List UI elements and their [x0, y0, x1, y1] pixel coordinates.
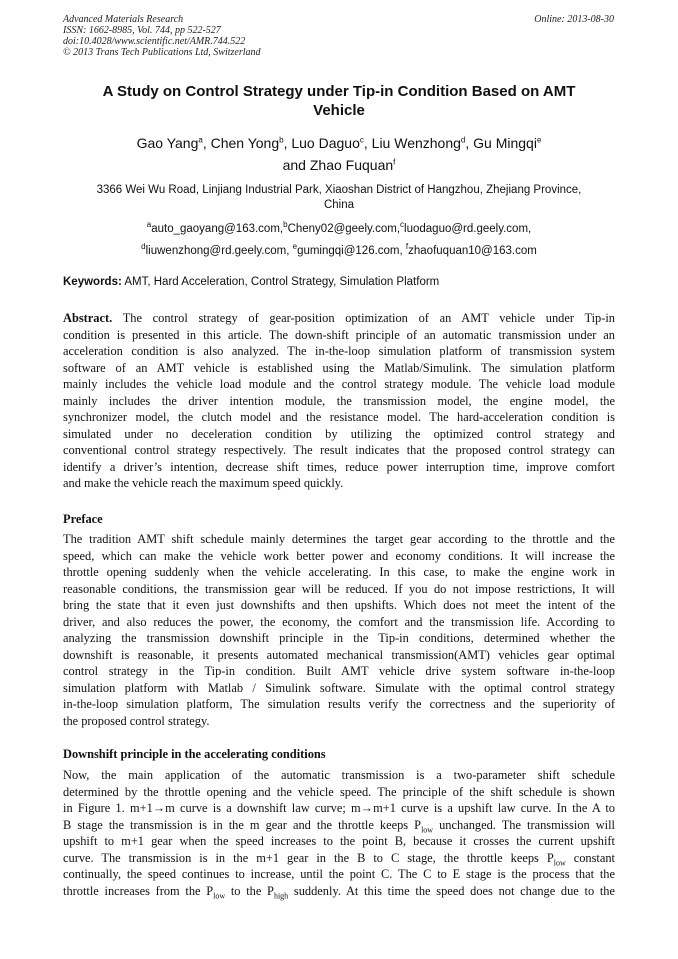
keywords-label: Keywords: — [63, 276, 122, 288]
copyright: © 2013 Trans Tech Publications Ltd, Switzerland — [63, 47, 261, 58]
keywords-text: AMT, Hard Acceleration, Control Strategy, Simulation Platform — [124, 276, 440, 288]
abstract-line: condition is presented in this article. The down-shift principle of an automatic transmission under an — [63, 327, 615, 342]
abstract-line: identify a driver’s intention, decrease shift times, reduce power interruption time, improve comfort — [63, 459, 615, 474]
author-line-2: and Zhao Fuquan$^f$ — [282, 157, 396, 173]
paper-title — [63, 82, 615, 120]
author-name: Gu Mingqi — [473, 135, 537, 151]
email-link[interactable]: liuwenzhong@rd.geely.com — [145, 245, 287, 257]
text-run: suddenly. At this time the speed does not change due to the — [288, 883, 616, 898]
text-run: throttle increases from the P — [63, 883, 214, 898]
email-sup: d — [141, 242, 146, 252]
email-line-2: $^d$liuwenzhong@rd.geely.com, $^e$gumingqi@126.com, $^f$zhaofuquan10@163.com — [141, 242, 537, 257]
issn: ISSN: 1662-8985, Vol. 744, pp 522-527 — [63, 25, 221, 36]
abstract-line: software of an AMT vehicle is established using the Matlab/Simulink. The simulation platform — [63, 360, 615, 375]
affiliation-line-1: 3366 Wei Wu Road, Linjiang Industrial Park, Xiaoshan District of Hangzhou, Zhejiang Province, — [96, 184, 582, 196]
downshift-line — [63, 850, 615, 867]
author-sup: b — [279, 135, 284, 145]
preface-line: driver, and also reduces the power, the economy, the comfort and the transmission life. According to — [63, 614, 615, 629]
email-sup: a — [146, 220, 152, 230]
author-name: Luo Daguo — [291, 135, 360, 151]
affiliation-line-2: China — [323, 199, 355, 211]
text-run: to the P — [225, 883, 274, 898]
affiliation — [63, 183, 615, 213]
text-run: curve. The transmission is in the m+1 gear in the B to C stage, the throttle keeps P — [63, 850, 554, 865]
preface-line: reasonable conditions, the transmission gear will be reduced. If you do not impose restrictions, It will — [63, 581, 615, 596]
email-link[interactable]: luodaguo@rd.geely.com — [404, 223, 529, 235]
downshift-line: upshift to m+1 gear when the speed increases to the point B, because it crosses the current upshift — [63, 834, 615, 848]
keywords — [63, 275, 439, 290]
author-name: Gao Yang — [136, 135, 199, 151]
downshift-heading: Downshift principle in the accelerating conditions — [63, 747, 326, 761]
author-name: Chen Yong — [210, 135, 280, 151]
email-list — [63, 218, 615, 262]
author-name: Liu Wenzhong — [371, 135, 461, 151]
author-name: Zhao Fuquan — [309, 157, 394, 173]
journal-name: Advanced Materials Research — [63, 14, 184, 25]
preface-body — [63, 531, 615, 729]
abstract-line: mainly includes the driver intention module, the transmission model, the engine model, the — [63, 393, 615, 408]
abstract-label: Abstract. — [63, 311, 113, 325]
title-line-1: A Study on Control Strategy under Tip-in Condition Based on AMT — [102, 83, 576, 100]
preface-line: control strategy in the Tip-in condition. Built AMT vehicle drive system software in-the-loop — [63, 664, 615, 678]
preface-line: the proposed control strategy. — [63, 713, 210, 728]
downshift-line: continually, the speed continues to increase, until the point C. The C to E stage is the process that the — [63, 867, 615, 881]
downshift-body — [63, 767, 615, 899]
text-run: constant — [565, 850, 615, 865]
journal-header — [63, 14, 261, 58]
downshift-line — [63, 817, 615, 834]
abstract-line: simulated under no deceleration condition by utilizing the optimized control strategy and — [63, 426, 615, 441]
email-link[interactable]: Cheny02@geely.com — [287, 223, 397, 235]
online-date: Online: 2013-08-30 — [534, 14, 614, 25]
author-sup: c — [359, 135, 364, 145]
email-link[interactable]: auto_gaoyang@163.com — [151, 223, 280, 235]
abstract-line-text: The control strategy of gear-position optimization of an AMT vehicle under Tip-in — [122, 311, 615, 325]
preface-line: downshift is reasonable, it presents automated mechanical transmission(AMT) vehicles gear optimal — [63, 647, 615, 662]
preface-heading: Preface — [63, 512, 103, 526]
email-sup: f — [405, 242, 409, 252]
subscript: low — [421, 824, 434, 834]
downshift-line — [63, 883, 615, 900]
title-line-2: Vehicle — [313, 102, 365, 119]
downshift-line: determined by the throttle opening and the vehicle speed. The principle of the shift schedule is shown — [63, 784, 615, 799]
author-line-1: Gao Yang$^a$, Chen Yong$^b$, Luo Daguo$^c$, Liu Wenzhong$^d$, Gu Mingqi$^e$ — [136, 135, 542, 151]
preface-line: throttle opening suddenly when the vehicle accelerating. In this case, to make the engine work in — [63, 565, 615, 579]
email-link[interactable]: gumingqi@126.com — [297, 245, 400, 257]
email-sup: c — [400, 220, 405, 230]
preface-line: simulation platform with Matlab / Simulink software. Simulate with the optimal control strategy — [63, 680, 615, 695]
subscript: low — [213, 890, 226, 900]
preface-line: The tradition AMT shift schedule mainly determines the target gear according to the throttle and the — [63, 532, 615, 546]
author-sup: a — [198, 135, 203, 145]
email-sup: b — [283, 220, 288, 230]
subscript: high — [273, 890, 289, 900]
abstract-line: acceleration condition is also analyzed. The in-the-loop simulation platform of transmission system — [63, 344, 615, 358]
downshift-line: in Figure 1. m+1→m curve is a downshift law curve; m→m+1 curve is a upshift law curve. In the A to — [63, 801, 615, 815]
author-sup: f — [393, 157, 396, 167]
subscript: low — [553, 857, 566, 867]
email-sup: e — [292, 242, 298, 252]
email-link[interactable]: zhaofuquan10@163.com — [408, 245, 537, 257]
email-line-1: $^a$auto_gaoyang@163.com,$^b$Cheny02@geely.com,$^c$luodaguo@rd.geely.com, — [146, 220, 532, 235]
text-run: B stage the transmission is in the m gear and the throttle keeps P — [63, 817, 422, 832]
preface-line: analyzing the transmission downshift principle in the Tip-in conditions, determined whether the — [63, 631, 615, 645]
author-sup: d — [460, 135, 466, 145]
author-sup: e — [536, 135, 542, 145]
text-run: unchanged. The transmission will — [433, 817, 615, 832]
preface-line: speed, which can make the vehicle work better power and economy conditions. It will increase the — [63, 548, 615, 563]
abstract-line — [63, 310, 615, 327]
abstract-line: mainly includes the vehicle load module and the control strategy module. The vehicle load module — [63, 377, 615, 391]
abstract-line: conventional control strategy respectively. The result indicates that the proposed control strategy can — [63, 443, 615, 457]
abstract-line: synchronizer model, the clutch model and the resistance model. The hard-acceleration condition is — [63, 410, 615, 424]
preface-line: in-the-loop simulation platform, The simulation results verify the correctness and the superiority of — [63, 697, 615, 711]
abstract — [63, 310, 615, 492]
author-list — [63, 132, 615, 176]
abstract-line: and make the vehicle reach the maximum speed quickly. — [63, 476, 344, 490]
preface-line: bring the state that it even just downshifts and then upshifts. Which does not meet the intent of the — [63, 598, 615, 612]
downshift-line: Now, the main application of the automatic transmission is a two-parameter shift schedule — [63, 768, 615, 782]
doi: doi:10.4028/www.scientific.net/AMR.744.522 — [63, 36, 246, 47]
